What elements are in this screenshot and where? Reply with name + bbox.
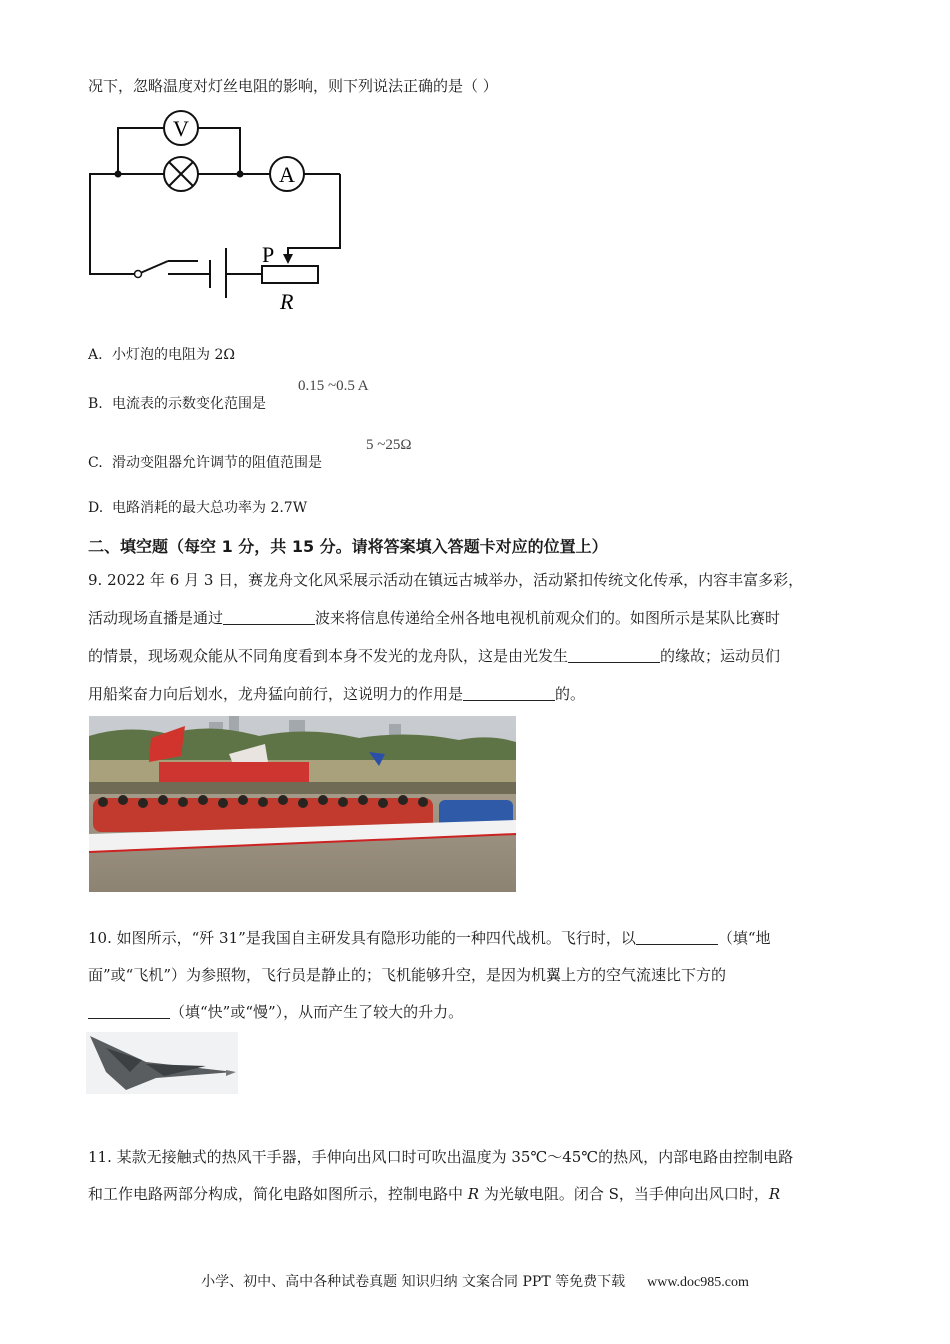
q10-blank-2[interactable] (88, 1002, 170, 1019)
option-b-range: 0.15 ~0.5 A (298, 378, 369, 394)
q11-line-1: 11. 某款无接触式的热风干手器，手伸向出风口时可吹出温度为 35℃～45℃的热风，内部电路由控制电路 (88, 1148, 794, 1166)
q10-line-2: 面”或“飞机”）为参照物，飞行员是静止的；飞机能够升空，是因为机翼上方的空气流速比下方的 (88, 966, 727, 984)
rheostat-symbol (262, 266, 318, 283)
dragon-boat-photo (89, 716, 516, 892)
q10-line-1: 10. 如图所示，“歼 31”是我国自主研发具有隐形功能的一种四代战机。飞行时，以 （填“地 (88, 929, 771, 947)
q11-line-2: 和工作电路两部分构成，简化电路如图所示，控制电路中 R 为光敏电阻。闭合 S，当手伸向出风口时，R (88, 1185, 781, 1203)
q9-blank-3[interactable] (463, 684, 555, 701)
q9-line-4: 用船桨奋力向后划水，龙舟猛向前行，这说明力的作用是 的。 (88, 685, 586, 703)
q9-blank-1[interactable] (223, 608, 315, 625)
q9-line-3: 的情景，现场观众能从不同角度看到本身不发光的龙舟队，这是由光发生 的缘故；运动员们 (88, 647, 781, 665)
q9-line-1: 9. 2022 年 6 月 3 日，赛龙舟文化风采展示活动在镇远古城举办，活动紧扣传统文化传承，内容丰富多彩， (88, 571, 804, 589)
option-a[interactable]: A. 小灯泡的电阻为 2Ω (88, 347, 235, 363)
resistor-label: R (280, 289, 294, 314)
voltmeter-label: V (173, 116, 189, 141)
ammeter-label: A (279, 162, 295, 187)
q10-blank-1[interactable] (636, 928, 718, 945)
option-b[interactable]: B. 电流表的示数变化范围是 (88, 396, 266, 412)
q9-line-2: 活动现场直播是通过 波来将信息传递给全州各地电视机前观众们的。如图所示是某队比赛时 (88, 609, 781, 627)
option-d[interactable]: D. 电路消耗的最大总功率为 2.7W (88, 500, 308, 516)
footer-url[interactable]: www.doc985.com (647, 1275, 749, 1290)
circuit-diagram (86, 108, 356, 318)
page-footer: 小学、初中、高中各种试卷真题 知识归纳 文案合同 PPT 等免费下载 www.doc985.com (201, 1274, 749, 1290)
question-8-stem-tail: 况下，忽略温度对灯丝电阻的影响，则下列说法正确的是（ ） (88, 77, 498, 95)
option-c[interactable]: C. 滑动变阻器允许调节的阻值范围是 (88, 455, 322, 471)
fighter-jet-photo (86, 1032, 238, 1094)
slider-label: P (262, 242, 275, 267)
q10-line-3: （填“快”或“慢”），从而产生了较大的升力。 (88, 1002, 463, 1022)
section-heading: 二、填空题（每空 1 分，共 15 分。请将答案填入答题卡对应的位置上） (88, 537, 608, 556)
option-c-range: 5 ~25Ω (366, 437, 412, 453)
q9-blank-2[interactable] (568, 646, 660, 663)
